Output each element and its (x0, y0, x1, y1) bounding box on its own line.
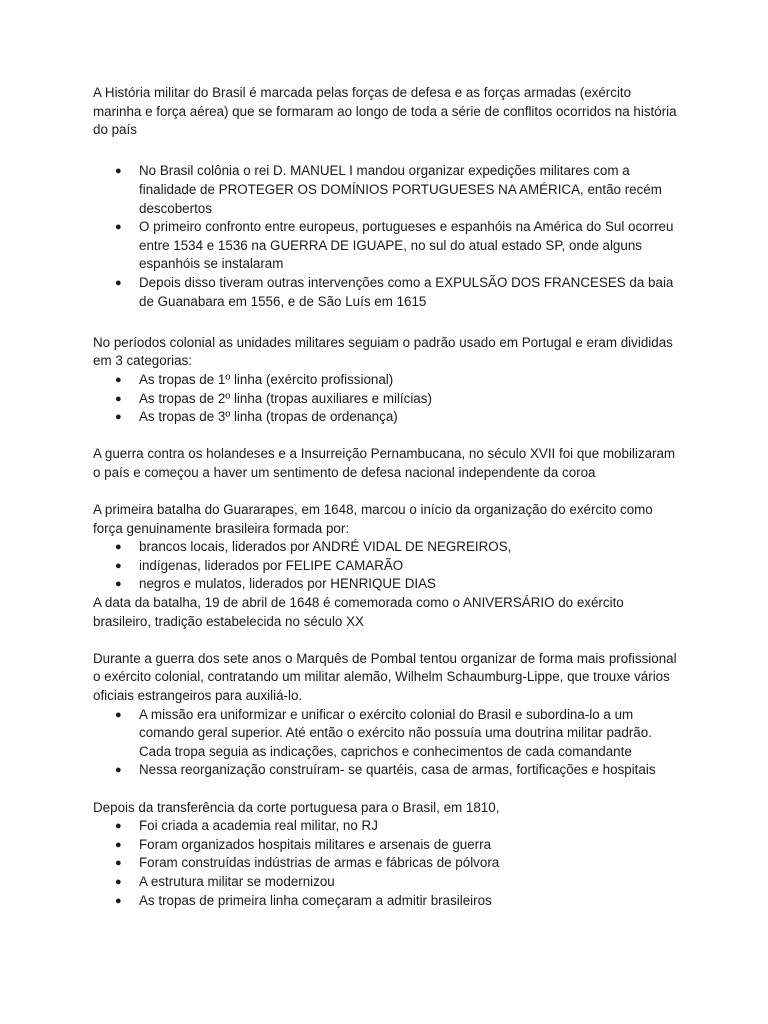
list-item: ● Nessa reorganização construíram- se quartéis, casa de armas, fortificações e hospitais (93, 761, 683, 780)
document-body (93, 84, 683, 910)
bullet-icon: ● (115, 764, 122, 777)
bullet-icon: ● (115, 276, 122, 289)
bullet-icon: ● (115, 838, 122, 851)
bullet-icon: ● (115, 894, 122, 907)
paragraph: A guerra contra os holandeses e a Insurreição Pernambucana, no século XVII foi que mobilizaram o país e começou a haver um sentimento de defesa nacional independente da coroa (93, 446, 676, 480)
list-item: ● Foram organizados hospitais militares e arsenais de guerra (93, 836, 683, 855)
bullet-icon: ● (115, 221, 122, 234)
paragraph: A primeira batalha do Guararapes, em 1648, marcou o início da organização do exército como força genuinamente brasileira formada por: (93, 502, 653, 536)
list-item: ● As tropas de 2º linha (tropas auxiliares e milícias) (93, 390, 683, 409)
bullet-icon: ● (115, 578, 122, 591)
list-item: ● As tropas de 3º linha (tropas de ordenança) (93, 408, 683, 427)
bullet-icon: ● (115, 411, 122, 424)
bullet-icon: ● (115, 820, 122, 833)
list-item: ● Foi criada a academia real militar, no RJ (93, 817, 683, 836)
bullet-list (93, 538, 683, 594)
list-item: ● A missão era uniformizar e unificar o exército colonial do Brasil e subordina-lo a um comando geral superior. Até então o exército não possuía uma doutrina militar padrão. Cada tropa seguia as indicações, caprichos e conhecimentos de cada comandante (115, 706, 652, 759)
bullet-list (93, 706, 683, 780)
bullet-list (93, 371, 683, 427)
list-item: ● As tropas de primeira linha começaram a admitir brasileiros (93, 892, 683, 911)
list-item: ● Foram construídas indústrias de armas e fábricas de pólvora (93, 854, 683, 873)
list-item: ● indígenas, liderados por FELIPE CAMARÃO (93, 557, 683, 576)
bullet-list (93, 162, 683, 311)
list-item: ● brancos locais, liderados por ANDRÉ VIDAL DE NEGREIROS, (93, 538, 683, 557)
bullet-icon: ● (115, 857, 122, 870)
bullet-icon: ● (115, 708, 122, 721)
list-item: ● negros e mulatos, liderados por HENRIQUE DIAS (93, 575, 683, 594)
list-item: ● Depois disso tiveram outras intervenções como a EXPULSÃO DOS FRANCESES da baia de Guanabara em 1556, e de São Luís em 1615 (115, 274, 674, 309)
bullet-icon: ● (115, 165, 122, 178)
paragraph: A data da batalha, 19 de abril de 1648 é comemorada como o ANIVERSÁRIO do exército brasileiro, tradição estabelecida no século XX (93, 595, 624, 629)
paragraph: Depois da transferência da corte portuguesa para o Brasil, em 1810, (93, 799, 500, 815)
list-item: ● O primeiro confronto entre europeus, portugueses e espanhóis na América do Sul ocorreu entre 1534 e 1536 na GUERRA DE IGUAPE, no sul do atual estado SP, onde alguns espanhóis se instalaram (115, 219, 674, 272)
list-item: ● As tropas de 1º linha (exército profissional) (93, 371, 683, 390)
bullet-icon: ● (115, 559, 122, 572)
bullet-icon: ● (115, 541, 122, 554)
bullet-icon: ● (115, 875, 122, 888)
bullet-icon: ● (115, 373, 122, 386)
bullet-list (93, 817, 683, 910)
list-item: ● A estrutura militar se modernizou (93, 873, 683, 892)
paragraph: A História militar do Brasil é marcada pelas forças de defesa e as forças armadas (exército marinha e força aérea) que se formaram ao longo de toda a série de conflitos ocorridos na história do país (93, 85, 677, 138)
paragraph: Durante a guerra dos sete anos o Marquês de Pombal tentou organizar de forma mais profissional o exército colonial, contratando um militar alemão, Wilhelm Schaumburg-Lippe, que trouxe vários oficiais estrangeiros para auxiliá-lo. (93, 650, 677, 703)
bullet-icon: ● (115, 392, 122, 405)
list-item: ● No Brasil colônia o rei D. MANUEL I mandou organizar expedições militares com a finalidade de PROTEGER OS DOMÍNIOS PORTUGUESES NA AMÉRICA, então recém descobertos (115, 163, 662, 216)
paragraph: No períodos colonial as unidades militares seguiam o padrão usado em Portugal e eram divididas em 3 categorias: (93, 334, 673, 369)
